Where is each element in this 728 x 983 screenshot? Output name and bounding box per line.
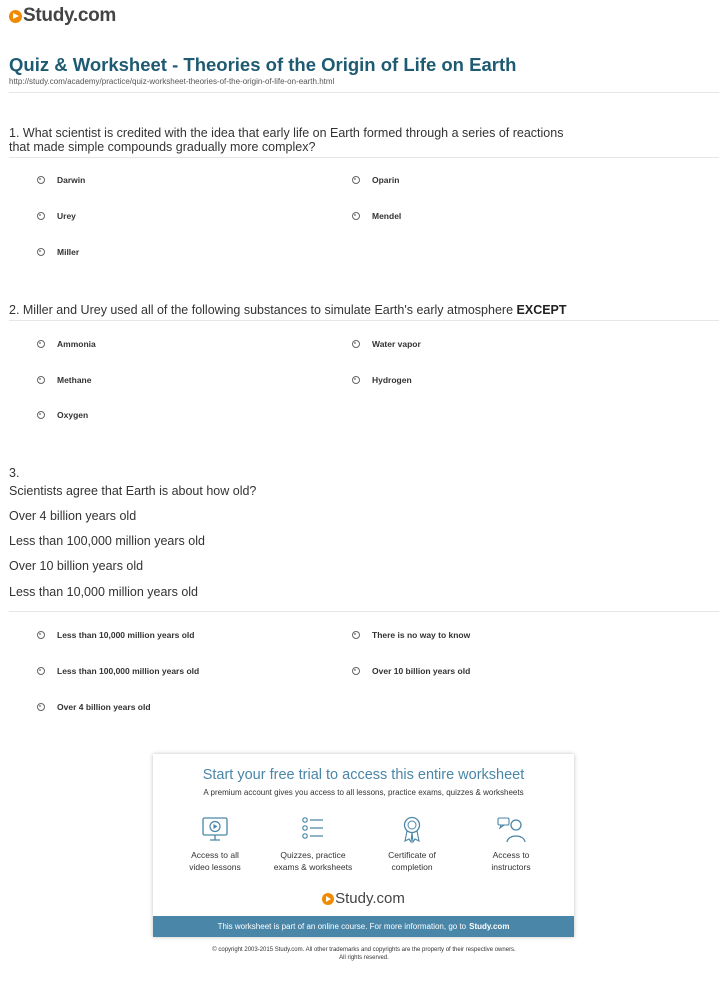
question-3-number: 3. (9, 466, 20, 480)
question-1-line2: that made simple compounds gradually more complex? (9, 140, 316, 154)
answer-option[interactable]: Over 10 billion years old (352, 666, 470, 676)
answer-option[interactable]: Over 4 billion years old (37, 702, 151, 712)
stem-choice: Over 4 billion years old (9, 509, 137, 523)
stem-choice: Less than 10,000 million years old (9, 585, 199, 599)
question-3-text: Scientists agree that Earth is about how old? (9, 484, 257, 498)
certificate-icon (397, 814, 427, 844)
promo-subheading: A premium account gives you access to all lessons, practice exams, quizzes & worksheets (203, 788, 524, 797)
stem-choice: Over 10 billion years old (9, 559, 144, 573)
premium-promo-box (153, 754, 574, 937)
answer-option[interactable]: Less than 10,000 million years old (37, 630, 194, 640)
divider (9, 92, 719, 93)
stem-choice: Less than 100,000 million years old (9, 534, 205, 548)
radio-icon[interactable] (37, 176, 45, 184)
radio-icon[interactable] (37, 376, 45, 384)
radio-icon[interactable] (37, 340, 45, 348)
promo-info-bar: This worksheet is part of an online course. For more information, go to Study.com (153, 916, 574, 937)
study-logo[interactable] (9, 5, 116, 27)
answer-option[interactable]: Darwin (37, 175, 85, 185)
answer-option[interactable]: Methane (37, 375, 91, 385)
radio-icon[interactable] (352, 212, 360, 220)
divider (9, 157, 719, 158)
play-logo-icon (9, 10, 22, 23)
feature-instructors (466, 814, 556, 873)
radio-icon[interactable] (37, 631, 45, 639)
quiz-list-icon (298, 814, 328, 844)
feature-video-lessons (170, 814, 260, 873)
radio-icon[interactable] (37, 703, 45, 711)
feature-label: Certificate of completion (388, 850, 436, 872)
instructors-icon (496, 814, 526, 844)
answer-option[interactable]: Mendel (352, 211, 401, 221)
answer-option[interactable]: Miller (37, 247, 79, 257)
answer-option[interactable]: Hydrogen (352, 375, 412, 385)
promo-heading[interactable]: Start your free trial to access this entire worksheet (202, 767, 525, 783)
answer-option[interactable]: Water vapor (352, 339, 421, 349)
feature-label: Access to instructors (491, 850, 531, 872)
page-title: Quiz & Worksheet - Theories of the Origin of Life on Earth (9, 54, 517, 75)
copyright-footer: © copyright 2003-2015 Study.com. All other trademarks and copyrights are the property of their respective owners. All rights reserved. (212, 947, 516, 961)
answer-option[interactable]: Urey (37, 211, 76, 221)
question-2 (9, 303, 567, 317)
feature-label: Quizzes, practice exams & worksheets (273, 850, 353, 872)
divider (9, 320, 719, 321)
logo-text: Study.com (23, 5, 117, 26)
feature-label: Access to all video lessons (189, 850, 241, 872)
answer-option[interactable]: Less than 100,000 million years old (37, 666, 199, 676)
radio-icon[interactable] (37, 411, 45, 419)
radio-icon[interactable] (352, 340, 360, 348)
question-1 (9, 126, 563, 154)
feature-quizzes (268, 814, 358, 873)
radio-icon[interactable] (352, 631, 360, 639)
radio-icon[interactable] (352, 667, 360, 675)
answer-option[interactable]: Oparin (352, 175, 399, 185)
question-2-emphasis: EXCEPT (516, 303, 567, 317)
question-1-line1: 1. What scientist is credited with the idea that early life on Earth formed through a series of reactions (9, 126, 564, 140)
feature-certificate (367, 814, 457, 873)
radio-icon[interactable] (37, 212, 45, 220)
radio-icon[interactable] (352, 376, 360, 384)
answer-option[interactable]: There is no way to know (352, 630, 470, 640)
divider (9, 611, 719, 612)
play-logo-icon (322, 893, 334, 905)
video-lesson-icon (200, 814, 230, 844)
study-link[interactable]: Study.com (469, 922, 510, 931)
question-2-text: 2. Miller and Urey used all of the following substances to simulate Earth's early atmosphere (9, 303, 514, 317)
radio-icon[interactable] (37, 667, 45, 675)
answer-option[interactable]: Ammonia (37, 339, 96, 349)
radio-icon[interactable] (352, 176, 360, 184)
page-url: http://study.com/academy/practice/quiz-worksheet-theories-of-the-origin-of-life-on-earth.html (9, 77, 335, 86)
radio-icon[interactable] (37, 248, 45, 256)
answer-option[interactable]: Oxygen (37, 410, 88, 420)
promo-study-logo[interactable]: Study.com (153, 890, 574, 907)
